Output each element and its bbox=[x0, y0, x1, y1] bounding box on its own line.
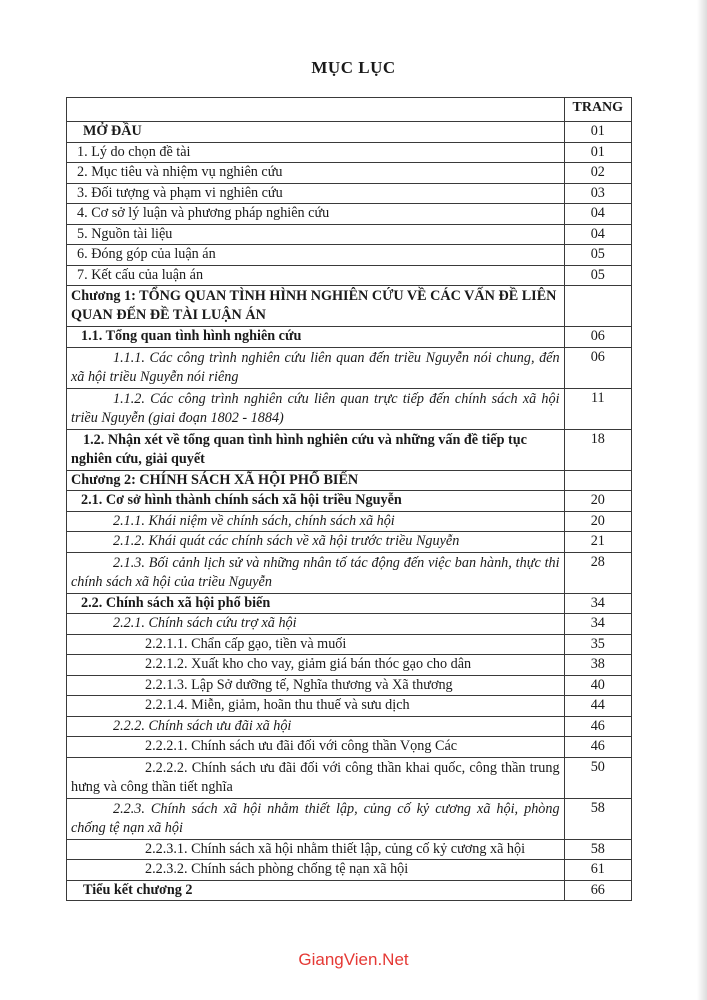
toc-row bbox=[67, 614, 632, 635]
toc-entry-title: 7. Kết cấu của luận án bbox=[67, 265, 565, 286]
toc-row bbox=[67, 327, 632, 348]
toc-table bbox=[66, 97, 632, 901]
toc-entry-title: 2.2.1.2. Xuất kho cho vay, giảm giá bán thóc gạo cho dân bbox=[67, 655, 565, 676]
toc-entry-page: 21 bbox=[564, 532, 631, 553]
toc-entry-title: 1.1. Tổng quan tình hình nghiên cứu bbox=[67, 327, 565, 348]
toc-row bbox=[67, 593, 632, 614]
toc-entry-title: 1.2. Nhận xét về tổng quan tình hình nghiên cứu và những vấn đề tiếp tục nghiên cứu, giải quyết bbox=[67, 429, 565, 470]
toc-entry-title: 2.2.1.1. Chẩn cấp gạo, tiền và muối bbox=[67, 634, 565, 655]
toc-row bbox=[67, 798, 632, 839]
toc-entry-title: 3. Đối tượng và phạm vi nghiên cứu bbox=[67, 183, 565, 204]
toc-header-page-label: TRANG bbox=[564, 98, 631, 122]
toc-row bbox=[67, 737, 632, 758]
toc-entry-title: 2.1. Cơ sở hình thành chính sách xã hội triều Nguyễn bbox=[67, 491, 565, 512]
toc-entry-page: 11 bbox=[564, 388, 631, 429]
toc-row bbox=[67, 347, 632, 388]
toc-entry-title: Chương 2: CHÍNH SÁCH XÃ HỘI PHỔ BIẾN bbox=[67, 470, 565, 491]
toc-entry-page: 04 bbox=[564, 204, 631, 225]
toc-entry-page: 61 bbox=[564, 860, 631, 881]
toc-row bbox=[67, 224, 632, 245]
toc-entry-page: 06 bbox=[564, 347, 631, 388]
toc-entry-page: 40 bbox=[564, 675, 631, 696]
toc-entry-title: 2.2.2.2. Chính sách ưu đãi đối với công thần khai quốc, công thần trung hưng và công thần tiết nghĩa bbox=[67, 757, 565, 798]
toc-row bbox=[67, 142, 632, 163]
toc-row bbox=[67, 696, 632, 717]
toc-entry-title: 6. Đóng góp của luận án bbox=[67, 245, 565, 266]
toc-entry-page: 20 bbox=[564, 511, 631, 532]
toc-entry-title: 5. Nguồn tài liệu bbox=[67, 224, 565, 245]
toc-entry-page: 46 bbox=[564, 737, 631, 758]
toc-entry-title: 2.2.2. Chính sách ưu đãi xã hội bbox=[67, 716, 565, 737]
toc-row bbox=[67, 204, 632, 225]
toc-entry-title: Tiểu kết chương 2 bbox=[67, 880, 565, 901]
page-edge-shadow bbox=[697, 0, 707, 1000]
toc-entry-page: 18 bbox=[564, 429, 631, 470]
toc-entry-page: 01 bbox=[564, 142, 631, 163]
toc-row bbox=[67, 388, 632, 429]
toc-entry-page: 01 bbox=[564, 122, 631, 143]
toc-entry-title: 4. Cơ sở lý luận và phương pháp nghiên cứu bbox=[67, 204, 565, 225]
toc-row bbox=[67, 183, 632, 204]
toc-entry-page: 38 bbox=[564, 655, 631, 676]
toc-entry-page: 28 bbox=[564, 552, 631, 593]
toc-entry-title: 2.2.3. Chính sách xã hội nhằm thiết lập, củng cố kỷ cương xã hội, phòng chống tệ nạn xã hội bbox=[67, 798, 565, 839]
toc-header-text-cell bbox=[67, 98, 565, 122]
toc-entry-title: Chương 1: TỔNG QUAN TÌNH HÌNH NGHIÊN CỨU VỀ CÁC VẤN ĐỀ LIÊN QUAN ĐẾN ĐỀ TÀI LUẬN ÁN bbox=[67, 286, 565, 327]
toc-entry-title: 2. Mục tiêu và nhiệm vụ nghiên cứu bbox=[67, 163, 565, 184]
toc-entry-title: 2.2.1.3. Lập Sở dưỡng tế, Nghĩa thương và Xã thương bbox=[67, 675, 565, 696]
toc-entry-title: 2.1.1. Khái niệm về chính sách, chính sách xã hội bbox=[67, 511, 565, 532]
toc-row bbox=[67, 122, 632, 143]
toc-entry-page: 50 bbox=[564, 757, 631, 798]
toc-entry-page: 04 bbox=[564, 224, 631, 245]
toc-entry-page: 34 bbox=[564, 614, 631, 635]
toc-entry-title: 2.2.1.4. Miễn, giảm, hoãn thu thuế và sưu dịch bbox=[67, 696, 565, 717]
toc-entry-page: 35 bbox=[564, 634, 631, 655]
toc-entry-title: 2.2.1. Chính sách cứu trợ xã hội bbox=[67, 614, 565, 635]
toc-row bbox=[67, 757, 632, 798]
toc-entry-title: 2.1.2. Khái quát các chính sách về xã hội trước triều Nguyễn bbox=[67, 532, 565, 553]
toc-entry-page: 06 bbox=[564, 327, 631, 348]
toc-entry-page bbox=[564, 470, 631, 491]
toc-entry-title: 2.1.3. Bối cảnh lịch sử và những nhân tố tác động đến việc ban hành, thực thi chính sách xã hội của triều Nguyễn bbox=[67, 552, 565, 593]
toc-header-row bbox=[67, 98, 632, 122]
toc-row bbox=[67, 491, 632, 512]
toc-entry-page: 34 bbox=[564, 593, 631, 614]
toc-entry-page: 03 bbox=[564, 183, 631, 204]
toc-row bbox=[67, 860, 632, 881]
toc-row bbox=[67, 880, 632, 901]
toc-entry-page: 58 bbox=[564, 798, 631, 839]
toc-entry-page: 58 bbox=[564, 839, 631, 860]
toc-row bbox=[67, 470, 632, 491]
toc-entry-page bbox=[564, 286, 631, 327]
toc-row bbox=[67, 839, 632, 860]
toc-row bbox=[67, 655, 632, 676]
toc-entry-title: 2.2.3.1. Chính sách xã hội nhằm thiết lập, củng cố kỷ cương xã hội bbox=[67, 839, 565, 860]
toc-row bbox=[67, 265, 632, 286]
toc-row bbox=[67, 511, 632, 532]
page-title: MỤC LỤC bbox=[311, 58, 396, 77]
toc-entry-title: 1. Lý do chọn đề tài bbox=[67, 142, 565, 163]
toc-entry-page: 66 bbox=[564, 880, 631, 901]
toc-entry-title: 2.2.2.1. Chính sách ưu đãi đối với công thần Vọng Các bbox=[67, 737, 565, 758]
toc-row bbox=[67, 552, 632, 593]
toc-entry-page: 46 bbox=[564, 716, 631, 737]
toc-row bbox=[67, 532, 632, 553]
toc-row bbox=[67, 429, 632, 470]
toc-entry-title: 1.1.1. Các công trình nghiên cứu liên quan đến triều Nguyễn nói chung, đến xã hội triều Nguyễn nói riêng bbox=[67, 347, 565, 388]
toc-row bbox=[67, 163, 632, 184]
toc-entry-page: 20 bbox=[564, 491, 631, 512]
toc-entry-title: 1.1.2. Các công trình nghiên cứu liên quan trực tiếp đến chính sách xã hội triều Nguyễn (giai đoạn 1802 - 1884) bbox=[67, 388, 565, 429]
toc-row bbox=[67, 634, 632, 655]
toc-entry-title: 2.2. Chính sách xã hội phổ biến bbox=[67, 593, 565, 614]
toc-row bbox=[67, 716, 632, 737]
toc-entry-page: 44 bbox=[564, 696, 631, 717]
toc-entry-page: 02 bbox=[564, 163, 631, 184]
toc-row bbox=[67, 286, 632, 327]
toc-entry-title: MỞ ĐẦU bbox=[67, 122, 565, 143]
toc-entry-page: 05 bbox=[564, 245, 631, 266]
toc-row bbox=[67, 675, 632, 696]
toc-row bbox=[67, 245, 632, 266]
toc-entry-title: 2.2.3.2. Chính sách phòng chống tệ nạn xã hội bbox=[67, 860, 565, 881]
watermark: GiangVien.Net bbox=[298, 950, 409, 969]
toc-entry-page: 05 bbox=[564, 265, 631, 286]
